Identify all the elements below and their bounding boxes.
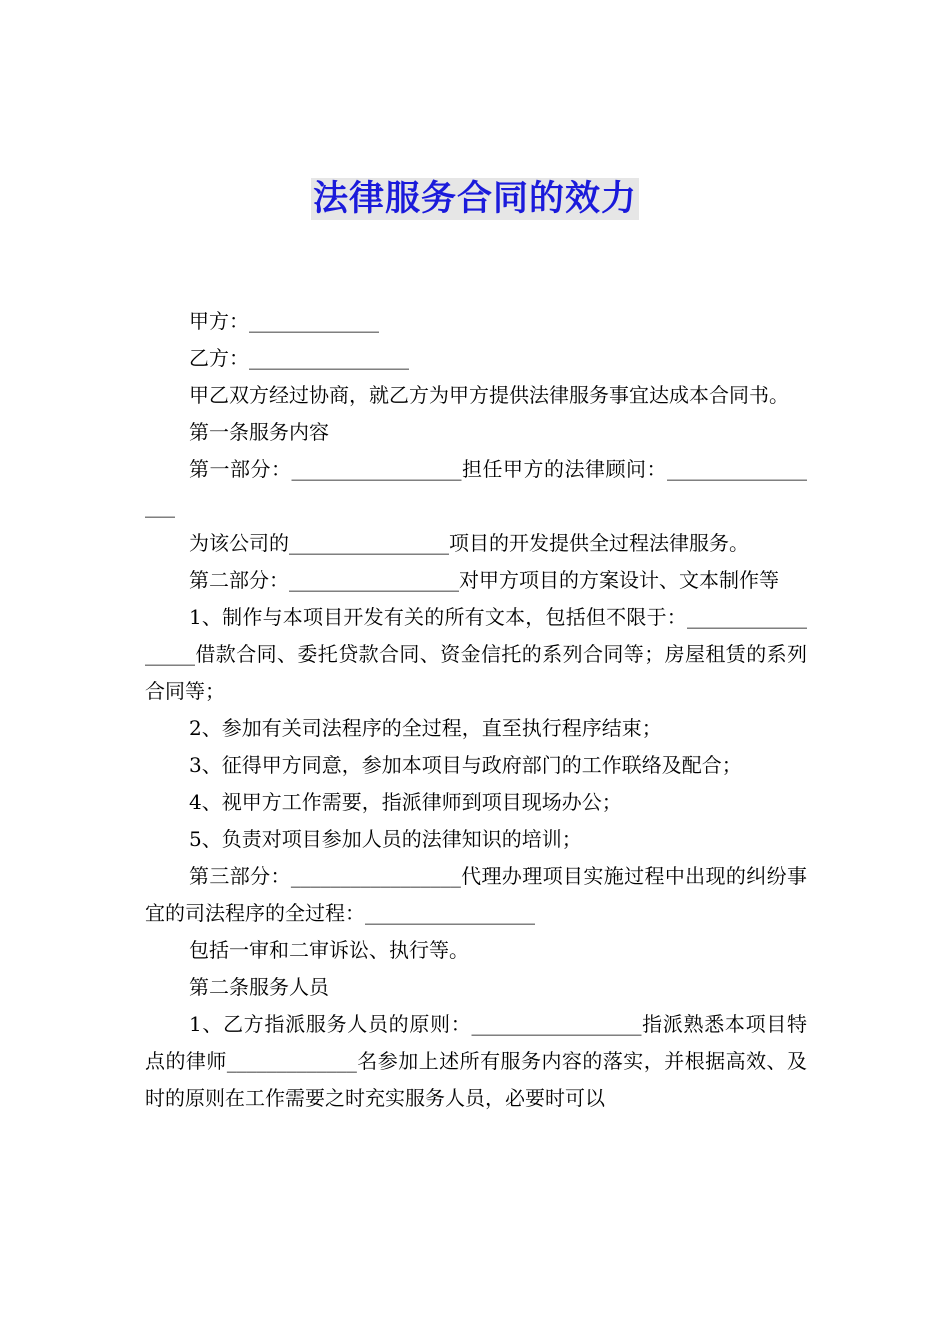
- intro-paragraph: 甲乙双方经过协商，就乙方为甲方提供法律服务事宜达成本合同书。: [189, 383, 789, 407]
- document-title: 法律服务合同的效力: [312, 179, 637, 219]
- party-b-line: 乙方：________________: [189, 346, 409, 370]
- article-2-item-1-paragraph: 1、乙方指派服务人员的原则：_________________指派熟悉本项目特点的律师_____________名参加上述所有服务内容的落实，并根据高效、及时的原则在工作需要之时充实服务人员，必要时可以: [145, 1012, 807, 1110]
- party-a-line: 甲方：_____________: [189, 309, 379, 333]
- article-1-heading: 第一条服务内容: [189, 420, 329, 444]
- part-3-continuation: 包括一审和二审诉讼、执行等。: [189, 938, 469, 962]
- part-3-paragraph: 第三部分：_________________代理办理项目实施过程中出现的纠纷事宜的司法程序的全过程：_________________: [145, 864, 807, 925]
- item-3-paragraph: 3、征得甲方同意，参加本项目与政府部门的工作联络及配合；: [189, 753, 742, 777]
- item-4-paragraph: 4、视甲方工作需要，指派律师到项目现场办公；: [189, 790, 622, 814]
- part-1-continuation: 为该公司的________________项目的开发提供全过程法律服务。: [189, 531, 749, 555]
- part-1-paragraph: 第一部分：_________________担任甲方的法律顾问：_________________: [145, 457, 807, 518]
- item-1-paragraph: 1、制作与本项目开发有关的所有文本，包括但不限于：_________________借款合同、委托贷款合同、资金信托的系列合同等；房屋租赁的系列合同等；: [145, 605, 807, 703]
- item-5-paragraph: 5、负责对项目参加人员的法律知识的培训；: [189, 827, 582, 851]
- article-2-heading: 第二条服务人员: [189, 975, 329, 999]
- item-2-paragraph: 2、参加有关司法程序的全过程，直至执行程序结束；: [189, 716, 662, 740]
- document-body: [145, 303, 807, 1117]
- part-2-paragraph: 第二部分：_________________对甲方项目的方案设计、文本制作等: [189, 568, 779, 592]
- title-container: [0, 178, 950, 220]
